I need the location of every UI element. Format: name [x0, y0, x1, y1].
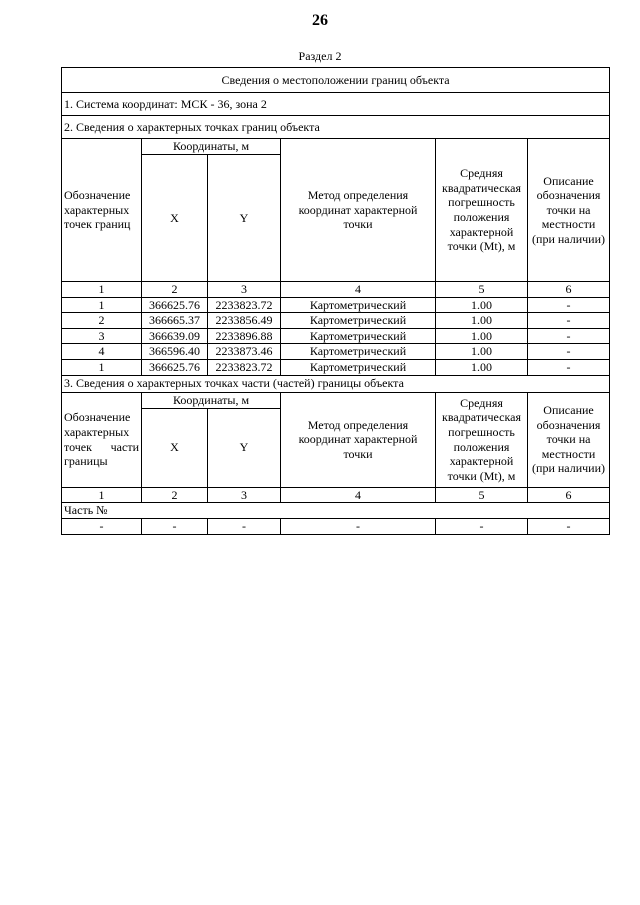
- point-id: 1: [62, 297, 142, 313]
- col-number: 1: [62, 282, 142, 298]
- point-desc: -: [528, 328, 610, 344]
- table-row: [62, 313, 610, 329]
- col-number: 6: [528, 487, 610, 503]
- table-row: [62, 328, 610, 344]
- point-id: 3: [62, 328, 142, 344]
- point-id: 1: [62, 359, 142, 375]
- point-x: 366596.40: [142, 344, 208, 360]
- col-number: 4: [281, 487, 436, 503]
- part-label: Часть №: [62, 503, 610, 519]
- header3-accuracy: Средняя квадратическая погрешность положения характерной точки (Mt), м: [436, 392, 528, 487]
- point-method: Картометрический: [281, 359, 436, 375]
- header3-description: Описание обозначения точки на местности (при наличии): [528, 392, 610, 487]
- header-designation: Обозначение характерных точек границ: [62, 139, 142, 282]
- point-x: 366665.37: [142, 313, 208, 329]
- header-method: Метод определения координат характерной точки: [281, 139, 436, 282]
- point-desc: -: [528, 297, 610, 313]
- col-number: 1: [62, 487, 142, 503]
- header3-method: Метод определения координат характерной точки: [281, 392, 436, 487]
- point-method: Картометрический: [281, 313, 436, 329]
- point-desc: -: [528, 359, 610, 375]
- page-number: 26: [312, 12, 328, 29]
- point-method: Картометрический: [281, 297, 436, 313]
- point-id: 4: [62, 344, 142, 360]
- header3-designation-text: Обозначение характерных точек части границы: [64, 410, 139, 469]
- col-number: 2: [142, 487, 208, 503]
- point-method: Картометрический: [281, 328, 436, 344]
- header3-x: X: [142, 408, 208, 487]
- col-number: 3: [208, 487, 281, 503]
- point-y: 2233873.46: [208, 344, 281, 360]
- point-mt: 1.00: [436, 313, 528, 329]
- point-x: 366625.76: [142, 297, 208, 313]
- col-number: 4: [281, 282, 436, 298]
- point-mt: 1.00: [436, 344, 528, 360]
- header-description: Описание обозначения точки на местности (при наличии): [528, 139, 610, 282]
- header3-y: Y: [208, 408, 281, 487]
- point-mt: 1.00: [436, 359, 528, 375]
- col-number: 5: [436, 487, 528, 503]
- part-cell: -: [528, 518, 610, 534]
- header3-coordinates: Координаты, м: [142, 392, 281, 408]
- point-desc: -: [528, 344, 610, 360]
- header-coordinates: Координаты, м: [142, 139, 281, 155]
- point-mt: 1.00: [436, 297, 528, 313]
- point-method: Картометрический: [281, 344, 436, 360]
- header-x: X: [142, 155, 208, 282]
- point-x: 366639.09: [142, 328, 208, 344]
- point-y: 2233823.72: [208, 359, 281, 375]
- col-number: 5: [436, 282, 528, 298]
- part-cell: -: [281, 518, 436, 534]
- col-number: 6: [528, 282, 610, 298]
- point-y: 2233896.88: [208, 328, 281, 344]
- point-x: 366625.76: [142, 359, 208, 375]
- table-title: Сведения о местоположении границ объекта: [62, 68, 610, 93]
- point-id: 2: [62, 313, 142, 329]
- header3-designation: [62, 392, 142, 487]
- part-cell: -: [142, 518, 208, 534]
- part-cell: -: [208, 518, 281, 534]
- section2-title: 2. Сведения о характерных точках границ объекта: [62, 116, 610, 139]
- table-row: [62, 344, 610, 360]
- header-accuracy: Средняя квадратическая погрешность положения характерной точки (Mt), м: [436, 139, 528, 282]
- point-mt: 1.00: [436, 328, 528, 344]
- boundary-table: [61, 67, 610, 535]
- coord-system: 1. Система координат: МСК - 36, зона 2: [62, 93, 610, 116]
- point-desc: -: [528, 313, 610, 329]
- point-y: 2233823.72: [208, 297, 281, 313]
- section3-title: 3. Сведения о характерных точках части (частей) границы объекта: [62, 375, 610, 392]
- section-label: Раздел 2: [298, 49, 342, 63]
- point-y: 2233856.49: [208, 313, 281, 329]
- table-row: [62, 359, 610, 375]
- header-y: Y: [208, 155, 281, 282]
- col-number: 3: [208, 282, 281, 298]
- col-number: 2: [142, 282, 208, 298]
- part-cell: -: [436, 518, 528, 534]
- table-row: [62, 518, 610, 534]
- part-cell: -: [62, 518, 142, 534]
- table-row: [62, 297, 610, 313]
